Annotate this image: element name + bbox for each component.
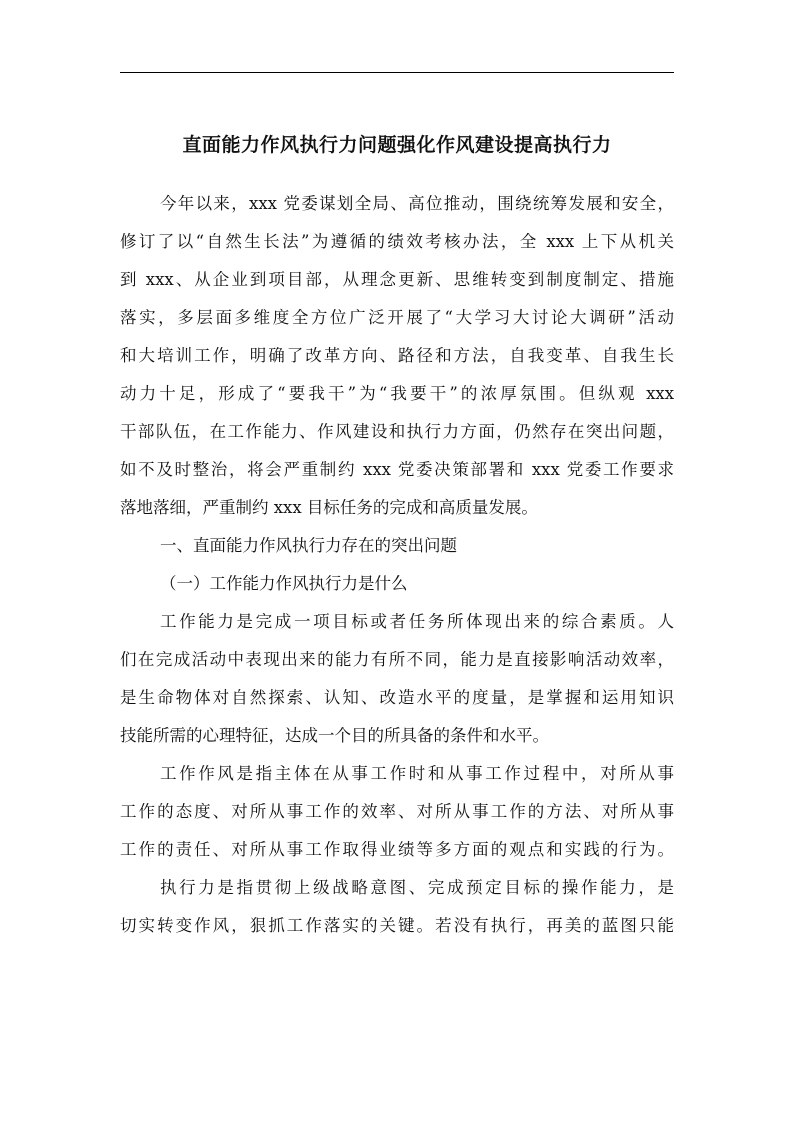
text-line: 是生命物体对自然探索、认知、改造水平的度量，是掌握和运用知识: [120, 688, 674, 707]
text-line: 执行力是指贯彻上级战略意图、完成预定目标的操作能力，是: [160, 878, 674, 897]
text-line: 动力十足，形成了“要我干”为“我要干”的浓厚氛围。但纵观 xxx: [120, 384, 674, 403]
text-line: 落地落细，严重制约 xxx 目标任务的完成和高质量发展。: [120, 498, 538, 517]
text-line: 落实，多层面多维度全方位广泛开展了“大学习大讨论大调研”活动: [120, 308, 674, 327]
section-heading: 一、直面能力作风执行力存在的突出问题: [160, 536, 457, 555]
text-line: 和大培训工作，明确了改革方向、路径和方法，自我变革、自我生长: [120, 346, 674, 365]
text-line: 如不及时整治，将会严重制约 xxx 党委决策部署和 xxx 党委工作要求: [120, 460, 674, 479]
subsection-heading: （一）工作能力作风执行力是什么: [160, 574, 408, 593]
text-line: 修订了以“自然生长法”为遵循的绩效考核办法，全 xxx 上下从机关: [120, 232, 674, 251]
text-line: 今年以来，xxx 党委谋划全局、高位推动，围绕统筹发展和安全，: [160, 194, 674, 213]
text-line: 技能所需的心理特征，达成一个目的所具备的条件和水平。: [120, 726, 549, 745]
text-line: 们在完成活动中表现出来的能力有所不同，能力是直接影响活动效率，: [120, 650, 674, 669]
text-line: 干部队伍，在工作能力、作风建设和执行力方面，仍然存在突出问题，: [120, 422, 674, 441]
text-line: 工作能力是完成一项目标或者任务所体现出来的综合素质。人: [160, 612, 674, 631]
text-line: 工作的态度、对所从事工作的效率、对所从事工作的方法、对所从事: [120, 802, 674, 821]
header-rule: [120, 72, 674, 73]
text-line: 到 xxx、从企业到项目部，从理念更新、思维转变到制度制定、措施: [120, 270, 674, 289]
text-line: 工作的责任、对所从事工作取得业绩等多方面的观点和实践的行为。: [120, 840, 674, 859]
text-line: 工作作风是指主体在从事工作时和从事工作过程中，对所从事: [160, 764, 674, 783]
document-title: 直面能力作风执行力问题强化作风建设提高执行力: [182, 134, 612, 156]
text-line: 切实转变作风，狠抓工作落实的关键。若没有执行，再美的蓝图只能: [120, 916, 674, 935]
